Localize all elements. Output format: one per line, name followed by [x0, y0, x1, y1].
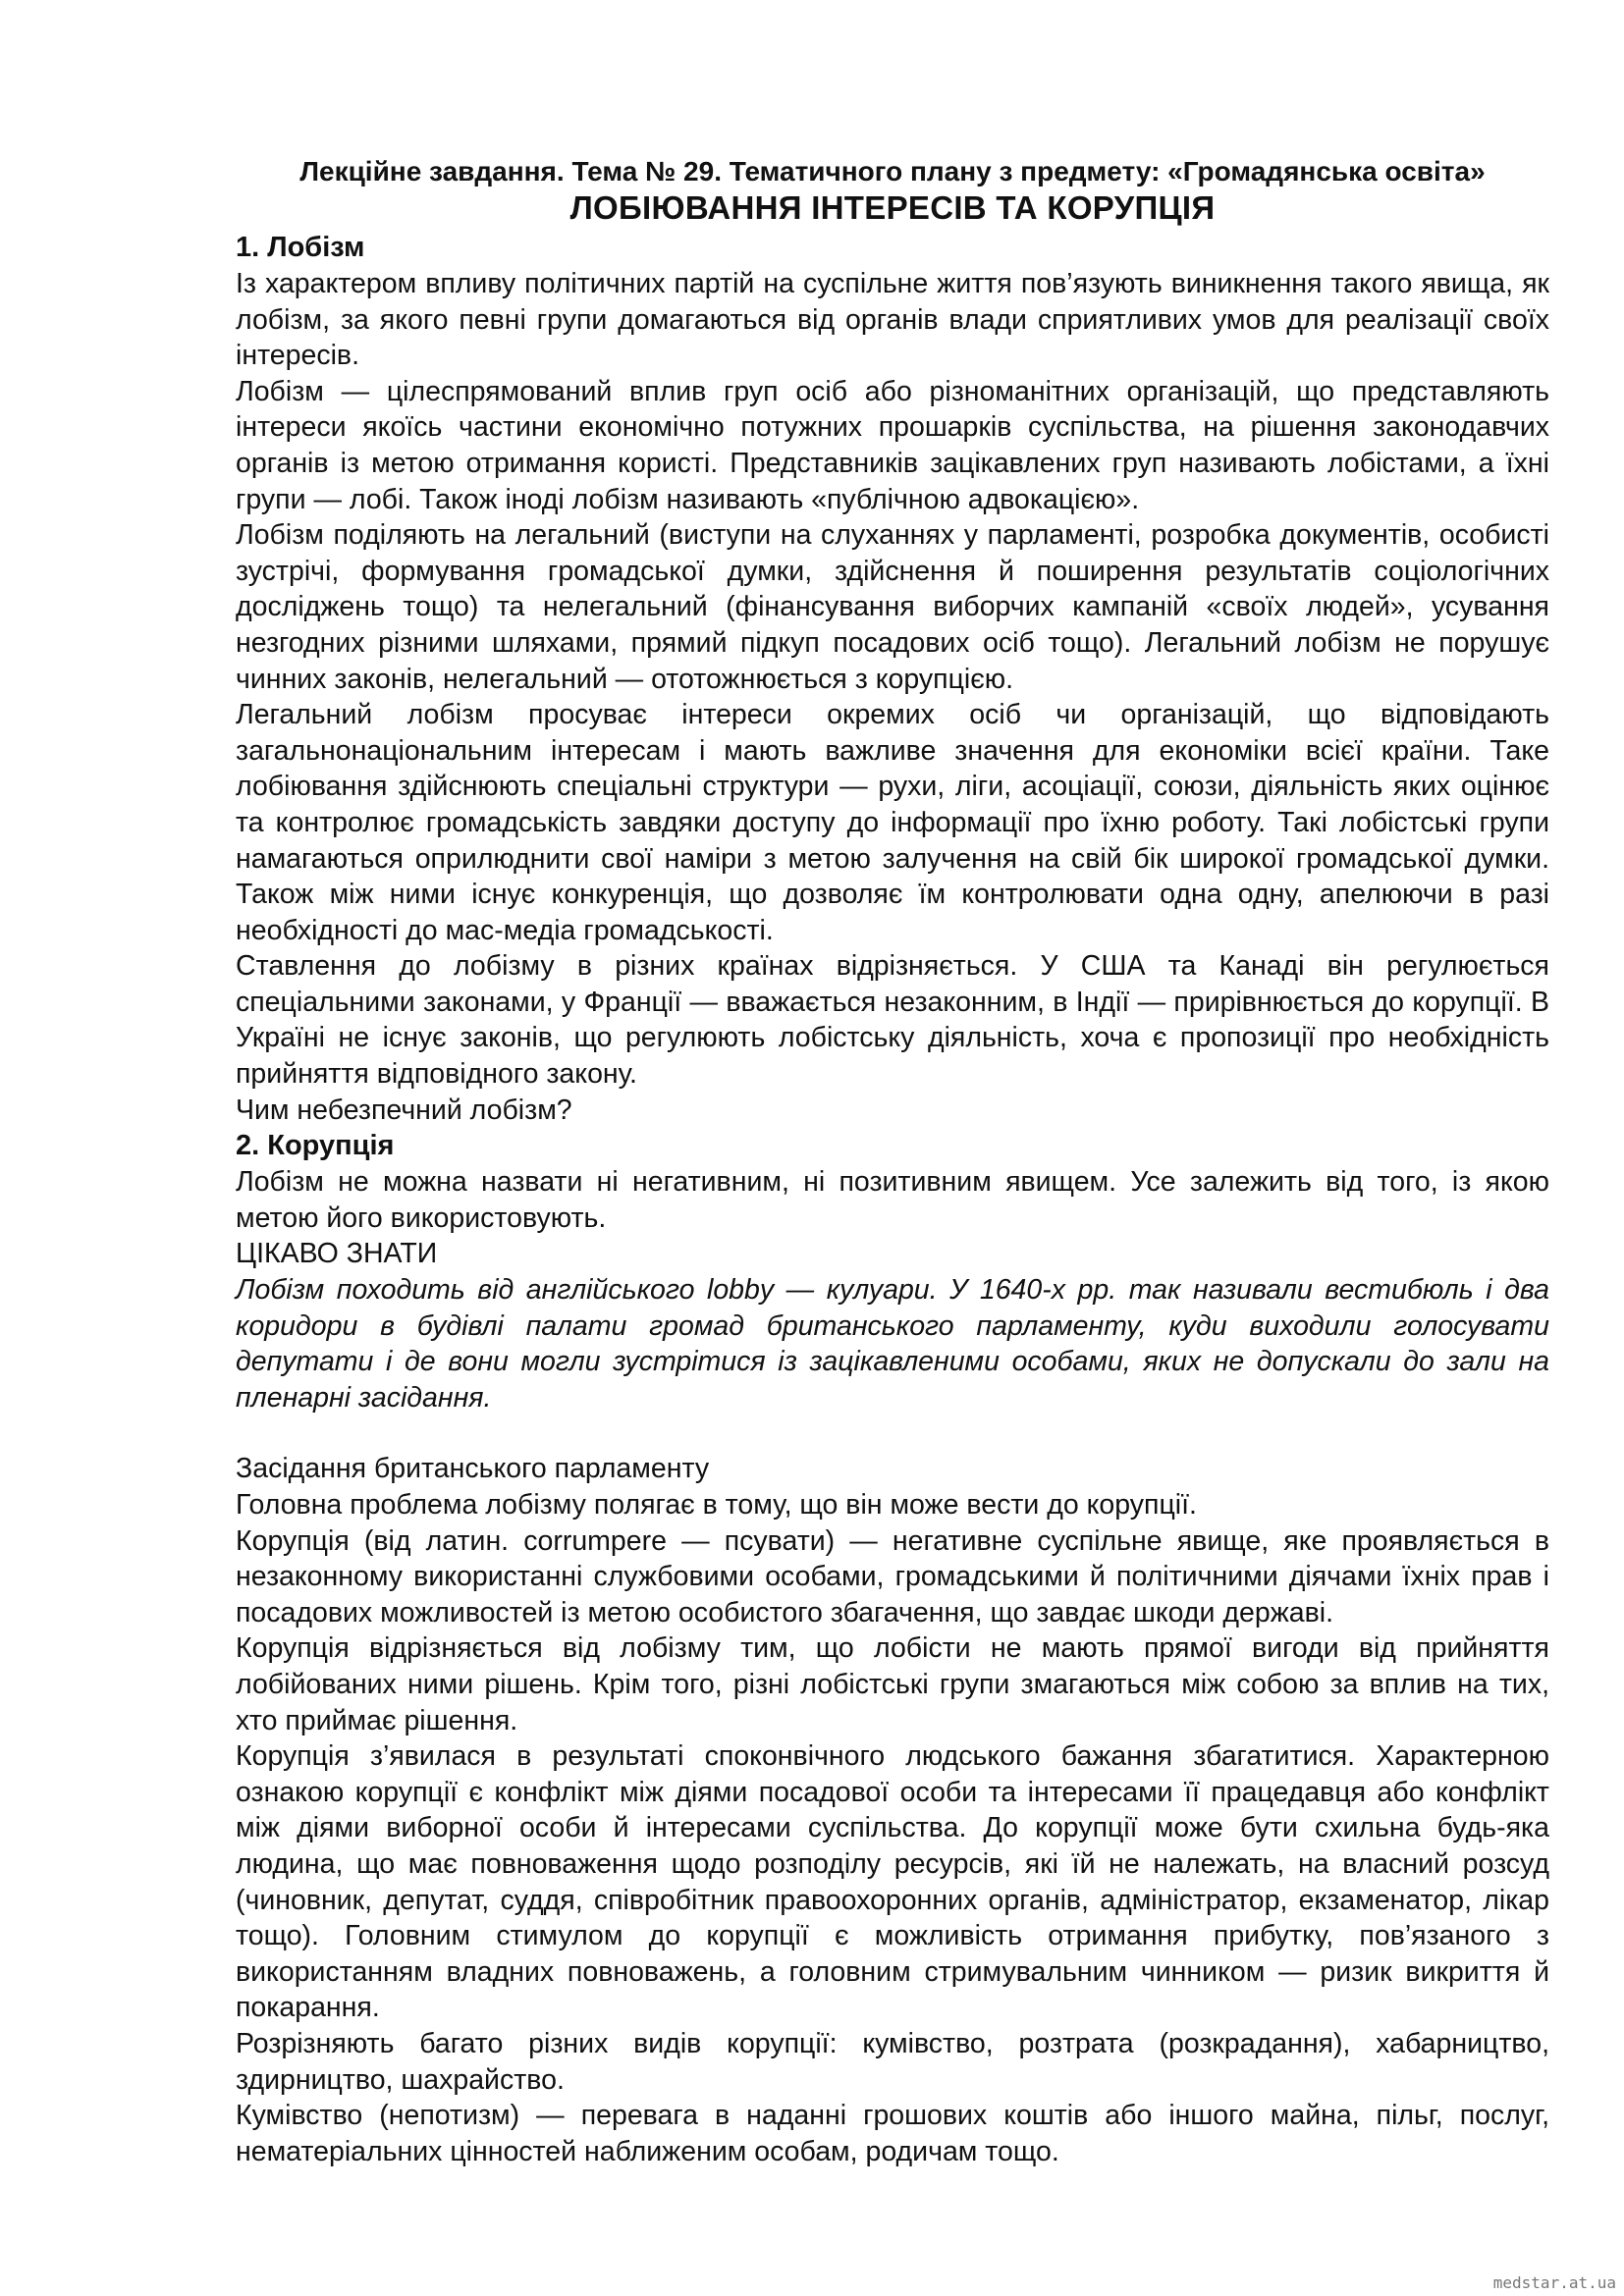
paragraph: Корупція відрізняється від лобізму тим, що лобісти не мають прямої вигоди від прийняття лобійованих ними рішень. Крім того, різні лобістські групи змагаються між собою за вплив на тих, хто приймає рішення. [236, 1632, 1549, 1736]
paragraph: Кумівство (непотизм) — перевага в наданні грошових коштів або іншого майна, пільг, послуг, нематеріальних цінностей наближеним особам, родичам тощо. [236, 2100, 1549, 2167]
paragraph: Лобізм — цілеспрямований вплив груп осіб або різноманітних організацій, що представляють інтереси якоїсь частини економічно потужних прошарків суспільства, на рішення законодавчих органів із метою отримання користі. Представників зацікавлених груп називають лобістами, а їхні групи — лобі. Також іноді лобізм називають «публічною адвокацією». [236, 375, 1549, 515]
paragraph: Ставлення до лобізму в різних країнах відрізняється. У США та Канаді він регулюється спеціальними законами, у Франції — вважається незаконним, в Індії — прирівнюється до корупції. В Україні не існує законів, що регулюють лобістську діяльність, хоча є пропозиції про необхідність прийняття відповідного закону. [236, 950, 1549, 1091]
paragraph: Легальний лобізм просуває інтереси окремих осіб чи організацій, що відповідають загальнонаціональним інтересам і мають важливе значення для економіки всієї країни. Таке лобіювання здійснюють спеціальні структури — рухи, ліги, асоціації, союзи, діяльність яких оцінює та контролює громадськість завдяки доступу до інформації про їхню роботу. Такі лобістські групи намагаються оприлюднити свої наміри з метою залучення на свій бік широкої громадської думки. Також між ними існує конкуренція, що дозволяє їм контролювати одна одну, апелюючи в разі необхідності до мас-медіа громадськості. [236, 699, 1549, 946]
spacer [236, 1415, 1549, 1451]
interesting-fact-label: ЦІКАВО ЗНАТИ [236, 1238, 438, 1270]
section-heading-corruption: 2. Корупція [236, 1130, 395, 1162]
paragraph: Лобізм не можна назвати ні негативним, ні позитивним явищем. Усе залежить від того, із якою метою його використовують. [236, 1166, 1549, 1234]
paragraph: Головна проблема лобізму полягає в тому, що він може вести до корупції. [236, 1489, 1197, 1521]
paragraph: Лобізм поділяють на легальний (виступи на слуханнях у парламенті, розробка документів, особисті зустрічі, формування громадської думки, здійснення й поширення результатів соціологічних досліджень тощо) та нелегальний (фінансування виборчих кампаній «своїх людей», усування незгодних різними шляхами, прямий підкуп посадових осіб тощо). Легальний лобізм не порушує чинних законів, нелегальний — ототожнюється з корупцією. [236, 519, 1549, 695]
interesting-fact-text: Лобізм походить від англійського lobby — кулуари. У 1640-х рр. так називали вестибюль і два коридори в будівлі палати громад британського парламенту, куди виходили голосувати депутати і де вони могли зустрітися із зацікавленими особами, яких не допускали до зали на пленарні засідання. [236, 1274, 1549, 1414]
paragraph: Корупція (від латин. corrumpere — псувати) — негативне суспільне явище, яке проявляється в незаконному використанні службовими особами, громадськими й політичними діячами їхніх прав і посадових можливостей із метою особистого збагачення, що завдає шкоди державі. [236, 1524, 1549, 1629]
page-title: ЛОБІЮВАННЯ ІНТЕРЕСІВ ТА КОРУПЦІЯ [569, 189, 1216, 226]
section-heading-lobbying: 1. Лобізм [236, 232, 365, 263]
document-page [236, 155, 1549, 2169]
site-watermark: medstar.at.ua [1492, 2273, 1616, 2292]
paragraph: Корупція з’явилася в результаті споконвічного людського бажання збагатитися. Характерною ознакою корупції є конфлікт між діями посадової особи та інтересами її працедавця або конфлікт між діями виборної особи й інтересами суспільства. До корупції може бути схильна будь-яка людина, що має повноваження щодо розподілу ресурсів, які їй не належать, на власний розсуд (чиновник, депутат, суддя, співробітник правоохоронних органів, адміністратор, екзаменатор, лікар тощо). Головним стимулом до корупції є можливість отримання прибутку, пов’язаного з використанням владних повноважень, а головним стримувальним чинником — ризик викриття й покарання. [236, 1740, 1549, 2024]
image-caption: Засідання британського парламенту [236, 1453, 710, 1485]
paragraph: Розрізняють багато різних видів корупції: кумівство, розтрата (розкрадання), хабарництво, здирництво, шахрайство. [236, 2027, 1549, 2096]
question-line: Чим небезпечний лобізм? [236, 1094, 572, 1126]
paragraph: Із характером впливу політичних партій на суспільне життя пов’язують виникнення такого явища, як лобізм, за якого певні групи домагаються від органів влади сприятливих умов для реалізації своїх інтересів. [236, 268, 1549, 372]
lecture-task-line: Лекційне завдання. Тема № 29. Тематичного плану з предмету: «Громадянська освіта» [299, 156, 1486, 187]
